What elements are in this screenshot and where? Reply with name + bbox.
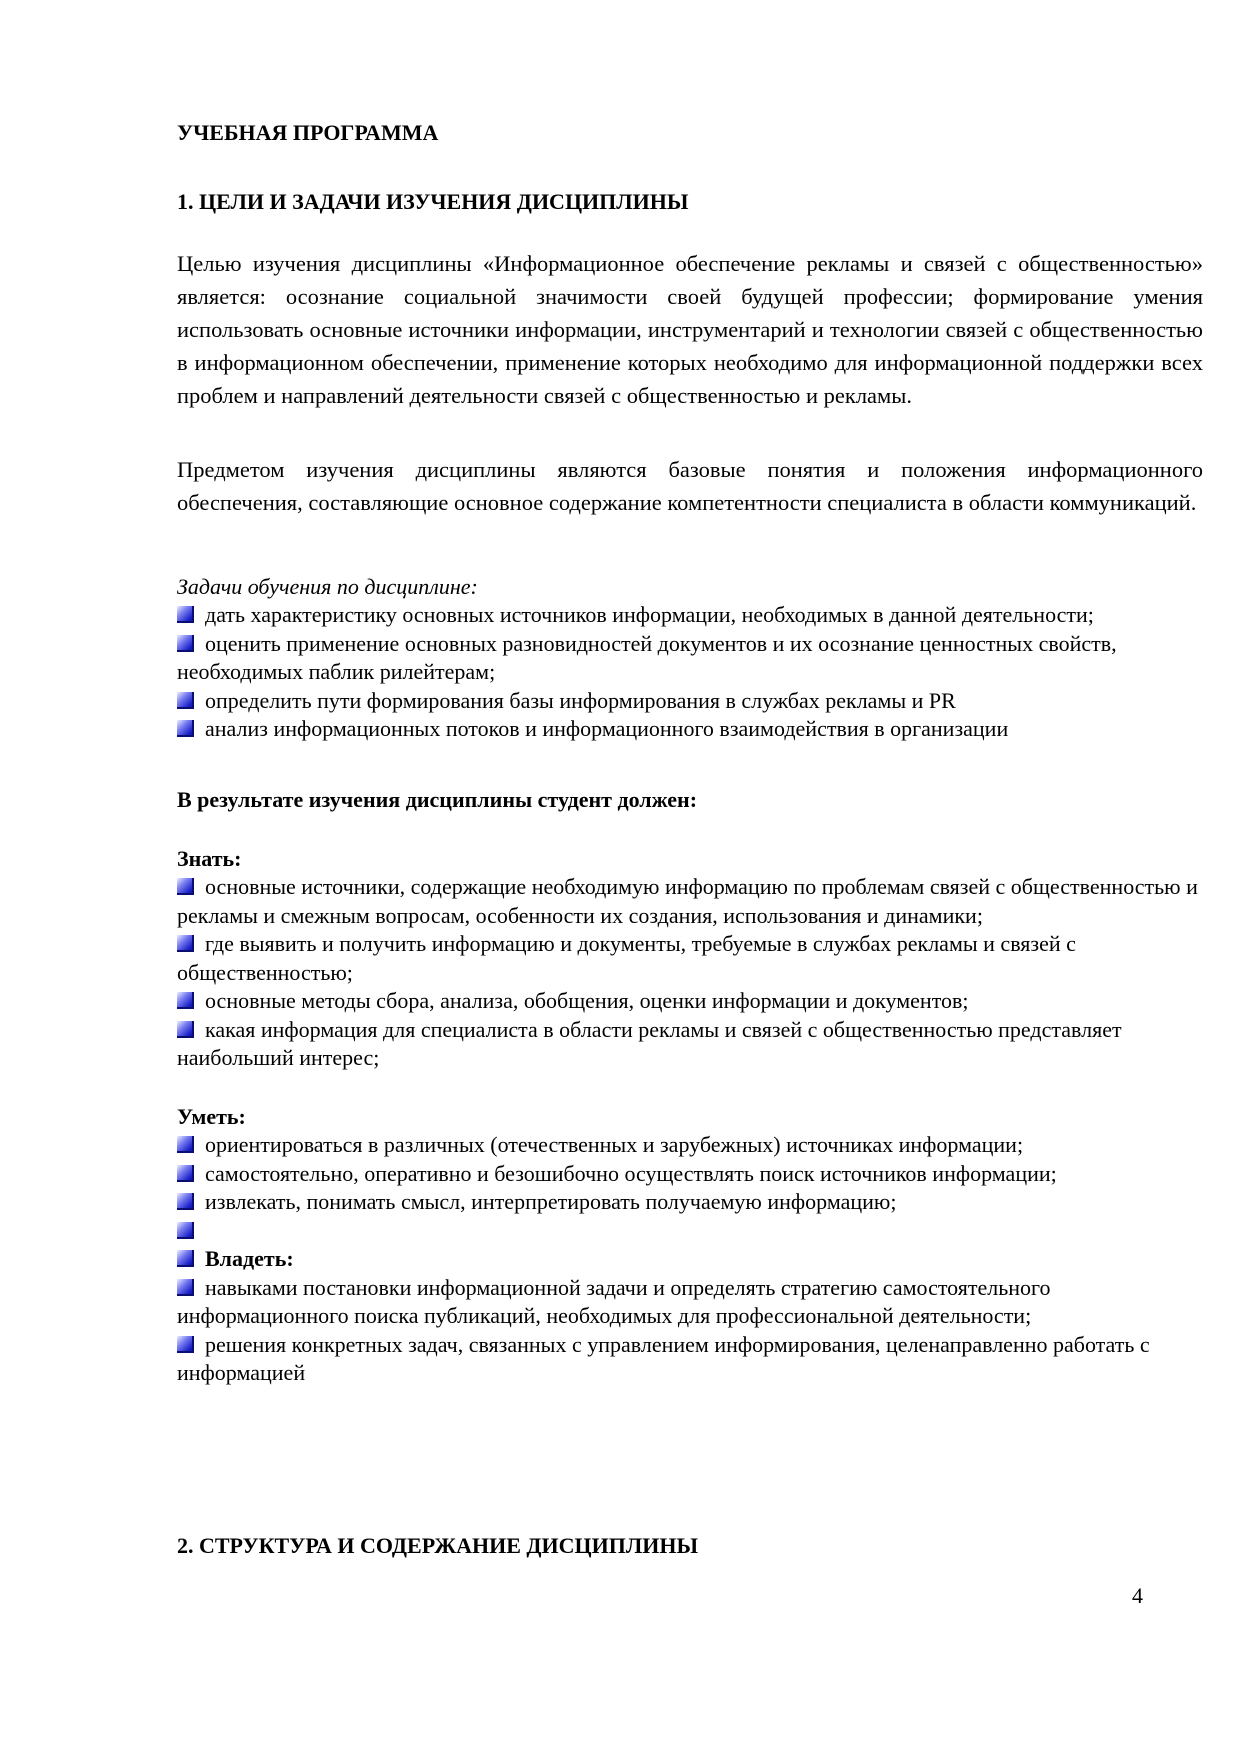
goal-paragraph: Целью изучения дисциплины «Информационное обеспечение рекламы и связей с общественностью» является: осознание социальной значимости своей будущей профессии; формирование умения использовать основные источники информации, инструментарий и технологии связей с общественностью в информационном обеспечении, применение которых необходимо для информационной поддержки всех проблем и направлений деятельности связей с общественностью и рекламы. xyxy=(177,251,1203,408)
list-item-text: анализ информационных потоков и информационного взаимодействия в организации xyxy=(205,716,1009,741)
section-1-heading: 1. ЦЕЛИ И ЗАДАЧИ ИЗУЧЕНИЯ ДИСЦИПЛИНЫ xyxy=(177,189,689,214)
result-title: В результате изучения дисциплины студент должен: xyxy=(177,787,698,812)
list-item xyxy=(177,1131,1203,1160)
know-title: Знать: xyxy=(177,846,242,871)
blue-square-bullet-icon xyxy=(177,1336,194,1353)
list-item-text: решения конкретных задач, связанных с управлением информирования, целенаправленно работать с информацией xyxy=(177,1331,1150,1385)
tasks-list xyxy=(177,601,1203,744)
blue-square-bullet-icon xyxy=(177,1222,194,1239)
list-item xyxy=(177,687,1203,716)
blue-square-bullet-icon xyxy=(177,992,194,1009)
list-item-text: извлекать, понимать смысл, интерпретировать получаемую информацию; xyxy=(205,1189,897,1214)
blue-square-bullet-icon xyxy=(177,1165,194,1182)
blue-square-bullet-icon xyxy=(177,1250,194,1267)
list-item-text: дать характеристику основных источников информации, необходимых в данной деятельности; xyxy=(205,602,1094,627)
list-item xyxy=(177,1016,1203,1073)
know-list xyxy=(177,873,1203,1073)
blue-square-bullet-icon xyxy=(177,1193,194,1210)
own-title: Владеть: xyxy=(205,1246,294,1271)
tasks-title: Задачи обучения по дисциплине: xyxy=(177,574,478,599)
blue-square-bullet-icon xyxy=(177,1021,194,1038)
blue-square-bullet-icon xyxy=(177,878,194,895)
blue-square-bullet-icon xyxy=(177,635,194,652)
list-item-text: основные источники, содержащие необходимую информацию по проблемам связей с общественностью и рекламы и смежным вопросам, особенности их создания, использования и динамики; xyxy=(177,874,1198,928)
blue-square-bullet-icon xyxy=(177,606,194,623)
can-title: Уметь: xyxy=(177,1104,246,1129)
blue-square-bullet-icon xyxy=(177,692,194,709)
list-item xyxy=(177,1274,1203,1331)
list-item xyxy=(177,601,1203,630)
blue-square-bullet-icon xyxy=(177,1136,194,1153)
section-2-heading: 2. СТРУКТУРА И СОДЕРЖАНИЕ ДИСЦИПЛИНЫ xyxy=(177,1533,699,1558)
list-item xyxy=(177,873,1203,930)
list-item-text: ориентироваться в различных (отечественных и зарубежных) источниках информации; xyxy=(205,1132,1024,1157)
list-item xyxy=(177,715,1203,744)
blue-square-bullet-icon xyxy=(177,720,194,737)
list-item-text: где выявить и получить информацию и документы, требуемые в службах рекламы и связей с общественностью; xyxy=(177,931,1076,985)
list-item xyxy=(177,1331,1203,1388)
own-title-item xyxy=(177,1245,1203,1274)
list-item xyxy=(177,1188,1203,1217)
list-item-text: определить пути формирования базы информирования в службах рекламы и PR xyxy=(205,687,956,713)
list-item-text: самостоятельно, оперативно и безошибочно осуществлять поиск источников информации; xyxy=(205,1160,1057,1186)
blue-square-bullet-icon xyxy=(177,935,194,952)
blue-square-bullet-icon xyxy=(177,1279,194,1296)
page-number: 4 xyxy=(1132,1583,1143,1608)
list-item xyxy=(177,630,1203,687)
list-item xyxy=(177,987,1203,1016)
list-item xyxy=(177,930,1203,987)
list-item-text: основные методы сбора, анализа, обобщения, оценки информации и документов; xyxy=(205,988,969,1013)
can-list xyxy=(177,1131,1203,1388)
empty-list-item xyxy=(177,1217,1203,1246)
document-page xyxy=(177,0,1203,1754)
document-title: УЧЕБНАЯ ПРОГРАММА xyxy=(177,120,439,145)
list-item xyxy=(177,1160,1203,1189)
list-item-text: навыками постановки информационной задачи и определять стратегию самостоятельного информационного поиска публикаций, необходимых для профессиональной деятельности; xyxy=(177,1274,1051,1328)
list-item-text: оценить применение основных разновидностей документов и их осознание ценностных свойств, необходимых паблик рилейтерам; xyxy=(177,630,1117,684)
list-item-text: какая информация для специалиста в области рекламы и связей с общественностью представляет наибольший интерес; xyxy=(177,1016,1122,1070)
subject-paragraph: Предметом изучения дисциплины являются базовые понятия и положения информационного обеспечения, составляющие основное содержание компетентности специалиста в области коммуникаций. xyxy=(177,457,1203,515)
